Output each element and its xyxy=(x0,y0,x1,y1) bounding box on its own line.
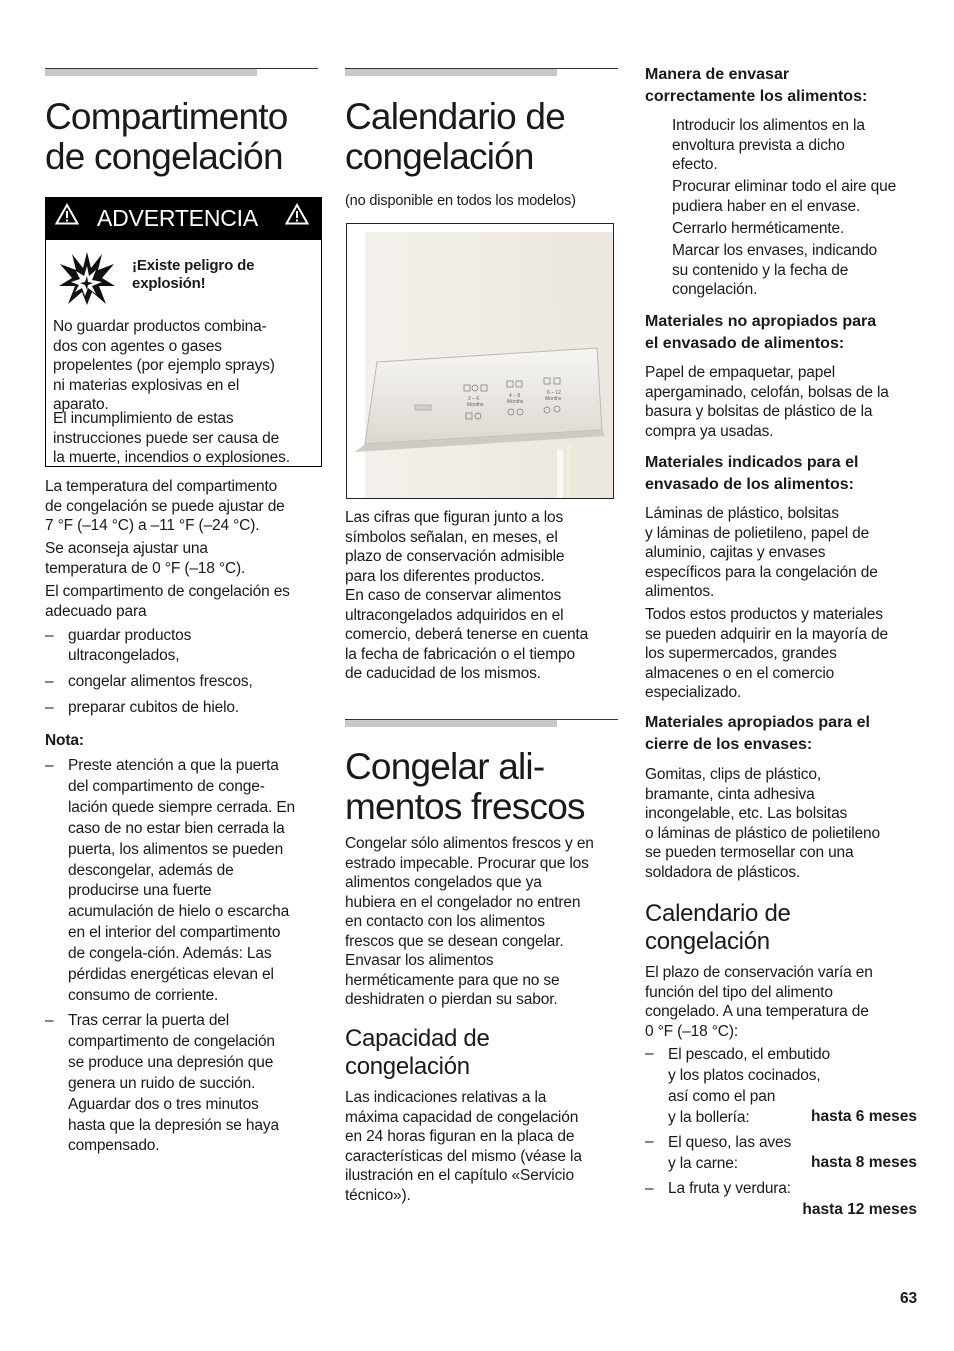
packing-step: Introducir los alimentos en la envoltura prevista a dicho efecto. xyxy=(672,117,865,173)
warning-text-2: El incumplimiento de estas instrucciones puede ser causa de la muerte, incendios o explosiones. xyxy=(53,410,290,466)
packing-step: Marcar los envases, indicando su contenido y la fecha de congelación. xyxy=(672,242,878,298)
unsuitable-materials-heading: Materiales no apropiados para el envasado de alimentos: xyxy=(645,313,877,352)
warning-triangle-icon xyxy=(55,203,79,225)
suitable-materials-text: Láminas de plástico, bolsitas y láminas de polietileno, papel de aluminio, cajitas y envases específicos para la congelación de alimentos. xyxy=(645,505,878,600)
fresh-food-text: Congelar sólo alimentos frescos y en estrado impecable. Procurar que los alimentos congelados que ya hubiera en el congelador no entren en contacto con los alimentos frescos que se desean congelar. Envasar los alimentos herméticamente para que no se deshidraten o pierdan su sabor. xyxy=(345,835,594,1008)
section-title-calendario: Calendario de congelación xyxy=(345,96,565,177)
note-label: Nota: xyxy=(45,732,84,749)
warning-header xyxy=(45,197,322,240)
freezer-door-panel-image xyxy=(347,224,613,498)
calendar-text: El plazo de conservación varía en función del tipo del alimento congelado. A una temperatura de 0 °F (–18 °C): xyxy=(645,964,873,1040)
suitable-materials-heading: Materiales indicados para el envasado de los alimentos: xyxy=(645,454,859,493)
danger-title: ¡Existe peligro de explosión! xyxy=(132,257,255,292)
warning-label: ADVERTENCIA xyxy=(97,205,258,231)
suitable-for-text: El compartimento de congelación es adecuado para xyxy=(45,583,290,620)
panel-label: 2 – 6 xyxy=(468,396,480,402)
freezer-calendar-illustration xyxy=(346,223,614,499)
top-bar-col1 xyxy=(45,69,257,76)
subsection-title-calendario: Calendario de congelación xyxy=(645,900,791,955)
explosion-icon xyxy=(58,250,116,306)
storage-duration: hasta 6 meses xyxy=(811,1108,917,1125)
panel-label: Months xyxy=(507,399,524,405)
packing-step: Cerrarlo herméticamente. xyxy=(672,220,845,237)
section-title-congelar: Congelar ali- mentos frescos xyxy=(345,746,585,827)
recommended-temperature-text: Se aconseja ajustar una temperatura de 0 °F (–18 °C). xyxy=(45,540,246,577)
subsection-title-capacidad: Capacidad de congelación xyxy=(345,1025,490,1080)
page-number: 63 xyxy=(900,1290,917,1307)
closure-materials-text: Gomitas, clips de plástico, bramante, cinta adhesiva incongelable, etc. Las bolsitas o láminas de plástico de polietileno se pueden termosellar con una soldadora de plásticos. xyxy=(645,766,881,881)
panel-label: 6 – 12 xyxy=(547,390,561,396)
warning-box xyxy=(45,240,322,467)
top-bar-col2 xyxy=(345,69,557,76)
section-bar-congelar xyxy=(345,720,557,727)
availability-note: (no disponible en todos los modelos) xyxy=(345,193,576,209)
warning-triangle-icon-right xyxy=(285,203,309,225)
storage-duration: hasta 8 meses xyxy=(811,1154,917,1171)
closure-materials-heading: Materiales apropiados para el cierre de los envases: xyxy=(645,714,870,753)
illustration-caption: Las cifras que figuran junto a los símbolos señalan, en meses, el plazo de conservación admisible para los diferentes productos. En caso de conservar alimentos ultracongelados adquiridos en el comercio, deberá tenerse en cuenta la fecha de fabricación o el tiempo de caducidad de los mismos. xyxy=(345,509,589,682)
temperature-range-text: La temperatura del compartimento de congelación se puede ajustar de 7 °F (–14 °C) a –11 °F (–24 °C). xyxy=(45,478,285,534)
packing-heading: Manera de envasar correctamente los alimentos: xyxy=(645,66,868,105)
unsuitable-materials-text: Papel de empaquetar, papel apergaminado, celofán, bolsas de la basura y bolsitas de plástico de la compra ya usadas. xyxy=(645,364,889,440)
panel-label: Months xyxy=(467,402,484,408)
panel-label: 4 – 8 xyxy=(509,393,521,399)
capacity-text: Las indicaciones relativas a la máxima capacidad de congelación en 24 horas figuran en la placa de características del mismo (véase la ilustración en el capítulo «Servicio técnico»). xyxy=(345,1089,582,1204)
packing-step: Procurar eliminar todo el aire que pudiera haber en el envase. xyxy=(672,178,897,215)
warning-text-1: No guardar productos combina- dos con agentes o gases propelentes (por ejemplo sprays) ni materias explosivas en el aparato. xyxy=(53,318,275,413)
section-title-compartimento: Compartimento de congelación xyxy=(45,96,288,177)
panel-label: Months xyxy=(545,396,562,402)
suitable-materials-text-2: Todos estos productos y materiales se pueden adquirir en la mayoría de los supermercados, grandes almacenes o en el comercio especializado. xyxy=(645,606,888,701)
storage-duration: hasta 12 meses xyxy=(802,1201,917,1218)
